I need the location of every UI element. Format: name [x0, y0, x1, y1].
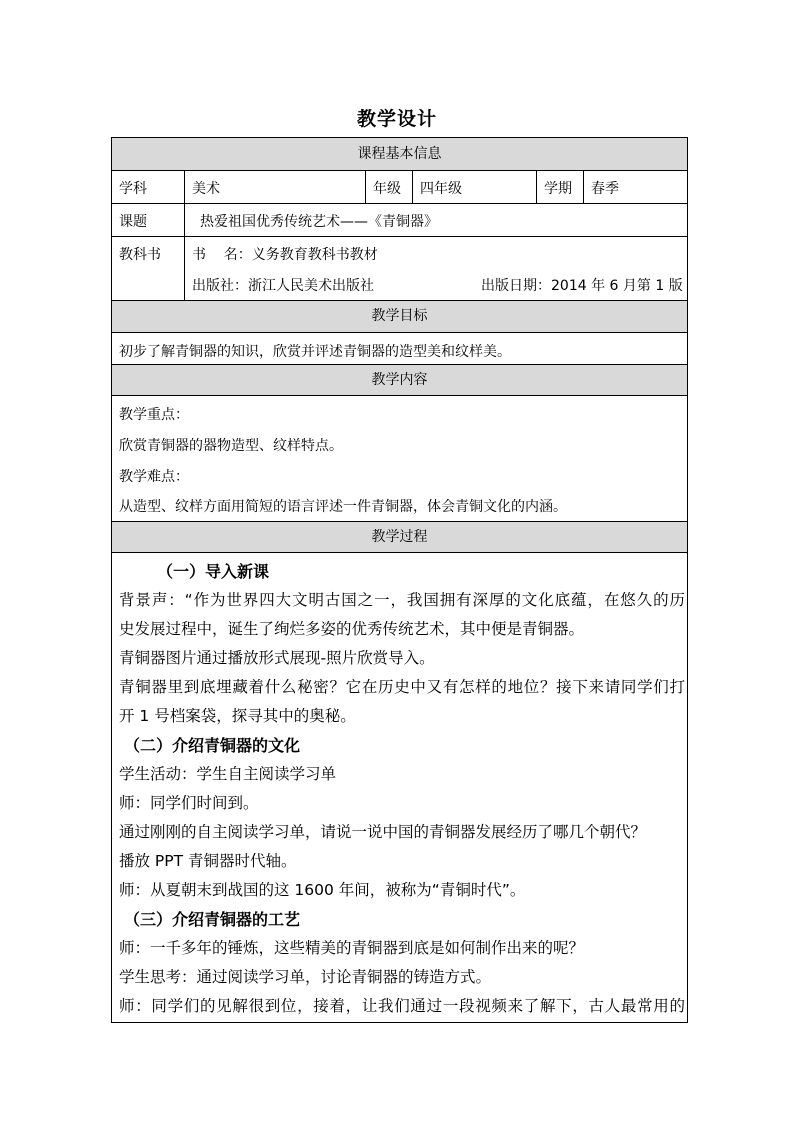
paragraph-line: 青铜器里到底埋藏着什么秘密？它在历史中又有怎样的地位？接下来请同学们打	[119, 678, 685, 696]
key-points-label: 教学重点：	[119, 407, 189, 423]
key-points-text: 欣赏青铜器的器物造型、纹样特点。	[119, 438, 343, 454]
content-header: 教学内容	[112, 364, 687, 396]
lesson-plan-table	[111, 137, 688, 1023]
grade-label: 年级	[373, 181, 401, 197]
column-divider	[536, 171, 537, 203]
paragraph: 播放 PPT 青铜器时代轴。	[119, 852, 297, 870]
section-title-craft: （三）介绍青铜器的工艺	[124, 910, 301, 929]
textbook-publish-date: 出版日期：2014 年 6 月第 1 版	[481, 278, 683, 294]
row-divider	[112, 236, 687, 237]
textbook-label: 教科书	[119, 247, 161, 263]
process-header: 教学过程	[112, 521, 687, 553]
section-title-culture: （二）介绍青铜器的文化	[124, 736, 301, 755]
paragraph-line: 开 1 号档案袋，探寻其中的奥秘。	[119, 707, 356, 725]
term-label: 学期	[544, 181, 572, 197]
objectives-text: 初步了解青铜器的知识，欣赏并评述青铜器的造型美和纹样美。	[119, 344, 511, 360]
process-body	[119, 557, 685, 1021]
subject-value: 美术	[192, 181, 220, 197]
difficulty-label: 教学难点：	[119, 469, 189, 485]
basic-info-header: 课程基本信息	[112, 138, 687, 171]
paragraph-line: 师：同学们的见解很到位，接着，让我们通过一段视频来了解下，古人最常用的	[119, 997, 685, 1015]
paragraph: 学生思考：通过阅读学习单，讨论青铜器的铸造方式。	[119, 968, 492, 986]
difficulty-text: 从造型、纹样方面用简短的语言评述一件青铜器，体会青铜文化的内涵。	[119, 499, 567, 515]
paragraph-line: 史发展过程中，诞生了绚烂多姿的优秀传统艺术，其中便是青铜器。	[119, 620, 585, 638]
objectives-header: 教学目标	[112, 300, 687, 333]
topic-label: 课题	[119, 214, 147, 230]
grade-value: 四年级	[420, 181, 462, 197]
textbook-publisher: 出版社：浙江人民美术出版社	[192, 278, 374, 294]
paragraph: 青铜器图片通过播放形式展现-照片欣赏导入。	[119, 649, 435, 667]
paragraph-line: 背景声：“作为世界四大文明古国之一，我国拥有深厚的文化底蕴，在悠久的历	[119, 591, 685, 609]
row-divider	[112, 203, 687, 204]
paragraph: 师：从夏朝末到战国的这 1600 年间，被称为“青铜时代”。	[119, 881, 526, 899]
paragraph: 通过刚刚的自主阅读学习单，请说一说中国的青铜器发展经历了哪几个朝代？	[119, 823, 647, 841]
paragraph: 师：同学们时间到。	[119, 794, 259, 812]
paragraph: 学生活动：学生自主阅读学习单	[119, 765, 337, 783]
topic-value: 热爱祖国优秀传统艺术——《青铜器》	[200, 214, 438, 230]
paragraph: 师：一千多年的锤炼，这些精美的青铜器到底是如何制作出来的呢？	[119, 939, 585, 957]
column-divider	[583, 171, 584, 203]
column-divider	[365, 171, 366, 203]
column-divider	[412, 171, 413, 203]
textbook-name: 书 名：义务教育教科书教材	[192, 247, 378, 263]
document-title: 教学设计	[356, 108, 437, 130]
term-value: 春季	[591, 181, 619, 197]
subject-label: 学科	[119, 181, 147, 197]
section-title-intro: （一）导入新课	[157, 562, 270, 581]
